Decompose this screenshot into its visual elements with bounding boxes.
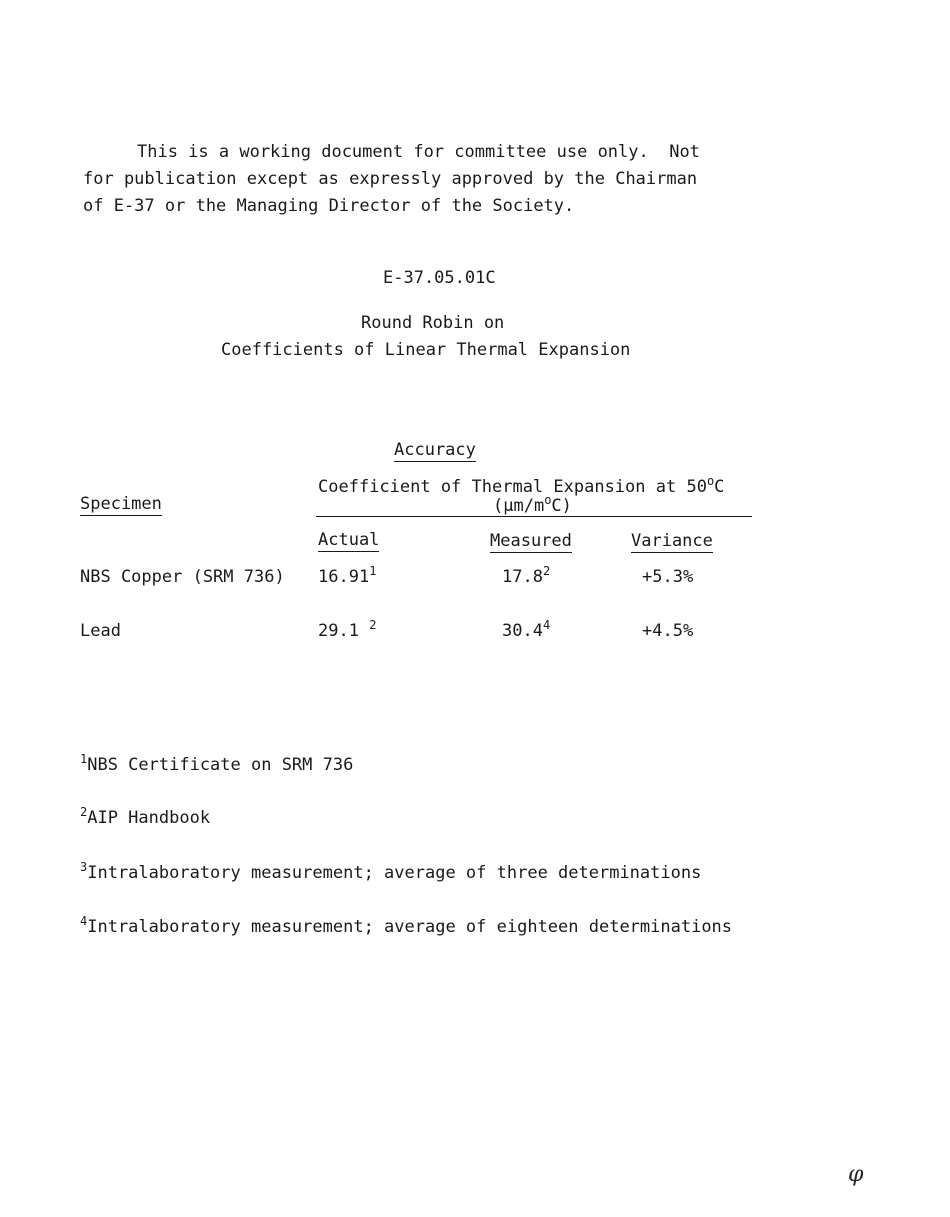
column-header-variance: Variance [631,531,713,551]
table-group-header: Coefficient of Thermal Expansion at 50$^o$C [318,474,725,497]
footnote-1: $^1$NBS Certificate on SRM 736 [80,752,354,775]
footnote-2: $^2$AIP Handbook [80,805,211,828]
handwritten-page-mark: φ [848,1162,864,1187]
specimen-header: Specimen [80,494,162,514]
group-header-rule [316,516,752,517]
row-lead-actual: 29.1 $^2$ [318,618,377,641]
row-copper-specimen: NBS Copper (SRM 736) [80,567,285,587]
row-copper-actual: 16.91$^1$ [318,564,377,587]
notice-line-3: of E-37 or the Managing Director of the Society. [83,196,575,216]
row-lead-measured: 30.4$^4$ [502,618,551,641]
row-copper-measured: 17.8$^2$ [502,564,551,587]
column-header-measured: Measured [490,531,572,551]
table-units: $(\mu m/m^oC)$ [493,493,572,516]
notice-line-2: for publication except as expressly approved by the Chairman [83,169,698,189]
title-line-1: Round Robin on [361,313,505,333]
footnote-3: $^3$Intralaboratory measurement; average of three determinations [80,860,702,883]
row-copper-variance: +5.3% [642,567,694,587]
row-lead-variance: +4.5% [642,621,694,641]
title-line-2: Coefficients of Linear Thermal Expansion [221,340,631,360]
notice-line-1: This is a working document for committee use only. Not [137,142,700,162]
row-lead-specimen: Lead [80,621,121,641]
footnote-4: $^4$Intralaboratory measurement; average of eighteen determinations [80,914,733,937]
section-heading: Accuracy [394,440,476,460]
column-header-actual: Actual [318,530,380,550]
document-id: E-37.05.01C [383,268,496,288]
